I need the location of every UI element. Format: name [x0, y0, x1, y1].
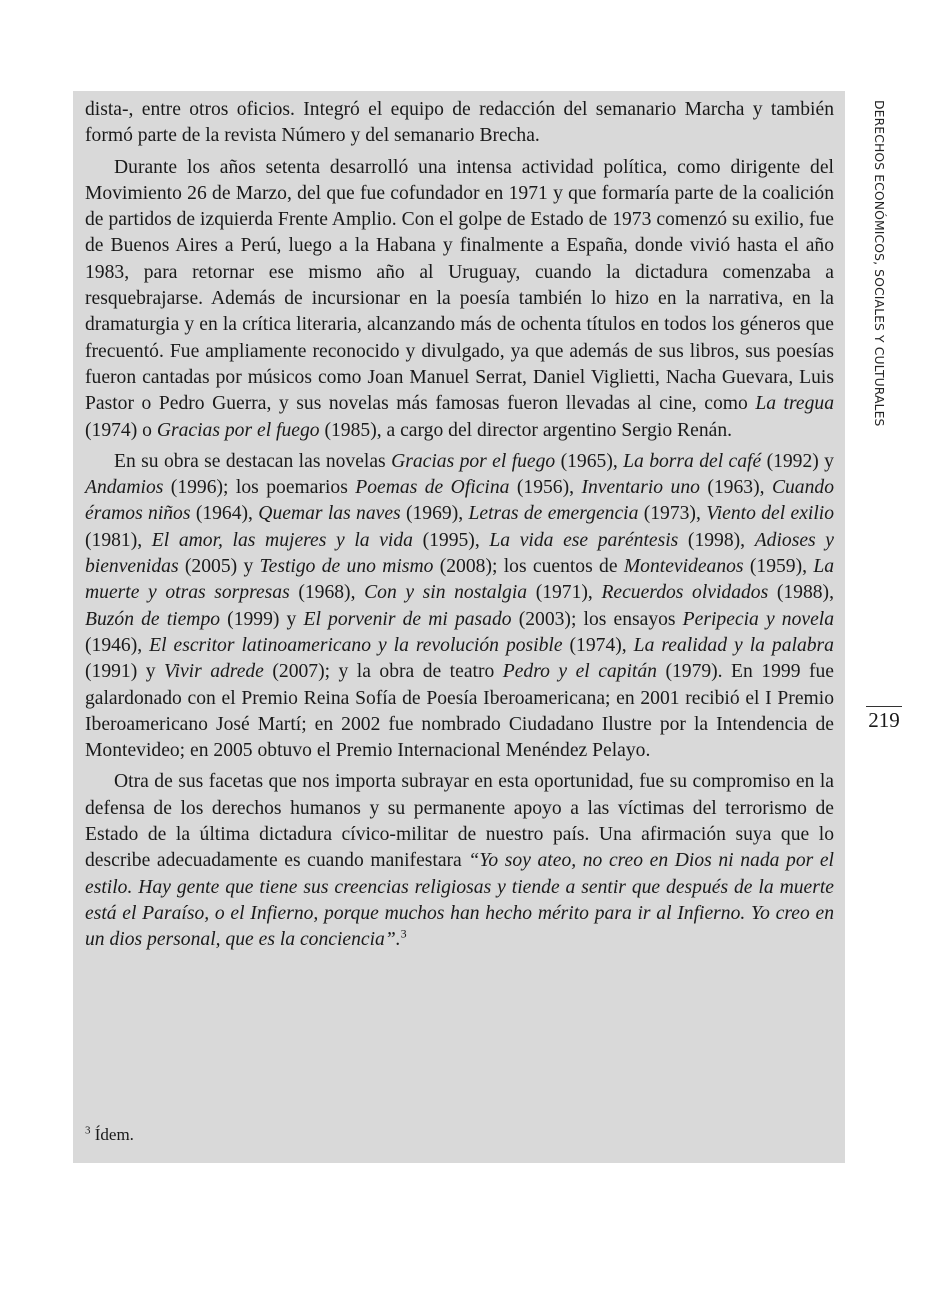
text-run: (1965),	[555, 450, 624, 472]
quotation: “Yo soy ateo, no creo en Dios ni nada por el estilo. Hay gente que tiene sus creencias religiosas y tiende a sentir que después de la muerte está el Paraíso, o el Infierno, porque muchos han hecho mérito para ir al Infierno. Yo creo en un dios personal, que es la conciencia”.	[85, 850, 834, 951]
text-run: (1974) o	[85, 419, 157, 441]
text-run: (1999) y	[220, 608, 304, 630]
work-title: Adioses y bienvenidas	[85, 529, 834, 578]
text-run: (1995),	[412, 529, 490, 551]
text-run: Otra de sus facetas que nos importa subrayar en esta oportunidad, fue su compromiso en la defensa de los derechos humanos y su permanente apoyo a las víctimas del terrorismo de Estado de la última dictadura cívico-militar de nuestro país. Una afirmación suya que lo describe adecuadamente es cuando manifestara	[85, 771, 834, 872]
running-head	[868, 100, 888, 436]
work-title: Recuerdos olvidados	[601, 582, 769, 604]
text-run: (1996); los poemarios	[163, 477, 356, 499]
text-run: (1968),	[289, 582, 365, 604]
text-run: (2007); y la obra de teatro	[263, 661, 503, 683]
work-title: La vida ese paréntesis	[489, 529, 679, 551]
footnote-mark: 3	[85, 1124, 91, 1137]
text-run: (1973),	[638, 503, 707, 525]
text-run: (1956),	[509, 477, 582, 499]
text-run: (2008); los cuentos de	[433, 556, 624, 578]
work-title: Cuando éramos niños	[85, 477, 834, 525]
text-run: dista-, entre otros oficios. Integró el equipo de redacción del semanario Marcha y también formó parte de la revista Número y del semanario Brecha.	[85, 99, 834, 147]
body-text	[85, 97, 834, 959]
work-title: El amor, las mujeres y la vida	[151, 529, 413, 551]
paragraph-1	[85, 97, 834, 150]
work-title: Gracias por el fuego	[391, 450, 556, 472]
footnote-text: Ídem.	[94, 1125, 134, 1144]
text-run: (1981),	[85, 529, 152, 551]
work-title: Inventario uno	[581, 477, 700, 499]
work-title: Peripecia y novela	[682, 608, 835, 630]
work-title: Vivir adrede	[164, 661, 264, 683]
work-title: El escritor latinoamericano y la revolución posible	[149, 634, 563, 656]
page-number: 219	[868, 708, 900, 732]
work-title: Pedro y el capitán	[502, 661, 657, 683]
work-title: Buzón de tiempo	[85, 608, 221, 630]
work-title: La borra del café	[623, 450, 762, 472]
work-title: Con y sin nostalgia	[364, 582, 528, 604]
text-run: (1988),	[768, 582, 834, 604]
paragraph-2	[85, 155, 834, 444]
text-run: (2005) y	[178, 556, 260, 578]
work-title: La realidad y la palabra	[633, 634, 834, 656]
text-run: (1998),	[678, 529, 755, 551]
text-run: (1974),	[562, 634, 634, 656]
text-run: (1969),	[400, 503, 469, 525]
paragraph-3	[85, 449, 834, 765]
work-title: Poemas de Oficina	[355, 477, 510, 499]
footnote	[85, 1124, 134, 1146]
work-title: La muerte y otras sorpresas	[85, 556, 835, 604]
work-title: Viento del exilio	[706, 503, 835, 525]
text-run: (1979). En 1999 fue galardonado con el Premio Reina Sofía de Poesía Iberoamericana; en 2001 recibió el I Premio Iberoamericano José Martí; en 2002 fue nombrado Ciudadano Ilustre por la Intendencia de Montevideo; en 2005 obtuvo el Premio Internacional Menéndez Pelayo.	[85, 661, 834, 762]
film-title: La tregua	[755, 393, 834, 415]
work-title: El porvenir de mi pasado	[303, 608, 512, 630]
text-run: (1963),	[699, 477, 772, 499]
paragraph-4	[85, 769, 834, 953]
text-run: (1971),	[527, 582, 602, 604]
text-run: En su obra se destacan las novelas	[114, 450, 392, 472]
work-title: Testigo de uno mismo	[259, 556, 434, 578]
film-title: Gracias por el fuego	[156, 419, 320, 441]
text-run: Durante los años setenta desarrolló una intensa actividad política, como dirigente del Movimiento 26 de Marzo, del que fue cofundador en 1971 y que formaría parte de la coalición de partidos de izquierda Frente Amplio. Con el golpe de Estado de 1973 comenzó su exilio, fue de Buenos Aires a Perú, luego a la Habana y finalmente a España, donde vivió hasta el año 1983, para retornar ese mismo año al Uruguay, cuando la dictadura comenzaba a resquebrajarse. Además de incursionar en la poesía también lo hizo en la narrativa, en la dramaturgia y en la crítica literaria, alcanzando más de ochenta títulos en todos los géneros que frecuentó. Fue ampliamente reconocido y divulgado, ya que además de sus libros, sus poesías fueron cantadas por músicos como Joan Manuel Serrat, Daniel Viglietti, Nacha Guevara, Luis Pastor o Pedro Guerra, y sus novelas más famosas fueron llevadas al cine, como	[85, 156, 834, 415]
text-run: (1991) y	[85, 661, 164, 683]
work-title: Andamios	[85, 477, 164, 499]
text-run: (1992) y	[761, 450, 834, 472]
content-panel	[73, 91, 845, 1163]
work-title: Letras de emergencia	[468, 503, 639, 525]
footnote-reference: 3	[400, 926, 407, 941]
work-title: Quemar las naves	[258, 503, 401, 525]
text-run: (2003); los ensayos	[511, 608, 683, 630]
running-head-text: DERECHOS ECONÓMICOS, SOCIALES Y CULTURALES	[872, 100, 887, 427]
text-run: (1946),	[85, 634, 150, 656]
text-run: (1959),	[743, 556, 814, 578]
text-run: (1964),	[190, 503, 259, 525]
text-run: (1985), a cargo del director argentino Sergio Renán.	[319, 419, 733, 441]
work-title: Montevideanos	[623, 556, 744, 578]
